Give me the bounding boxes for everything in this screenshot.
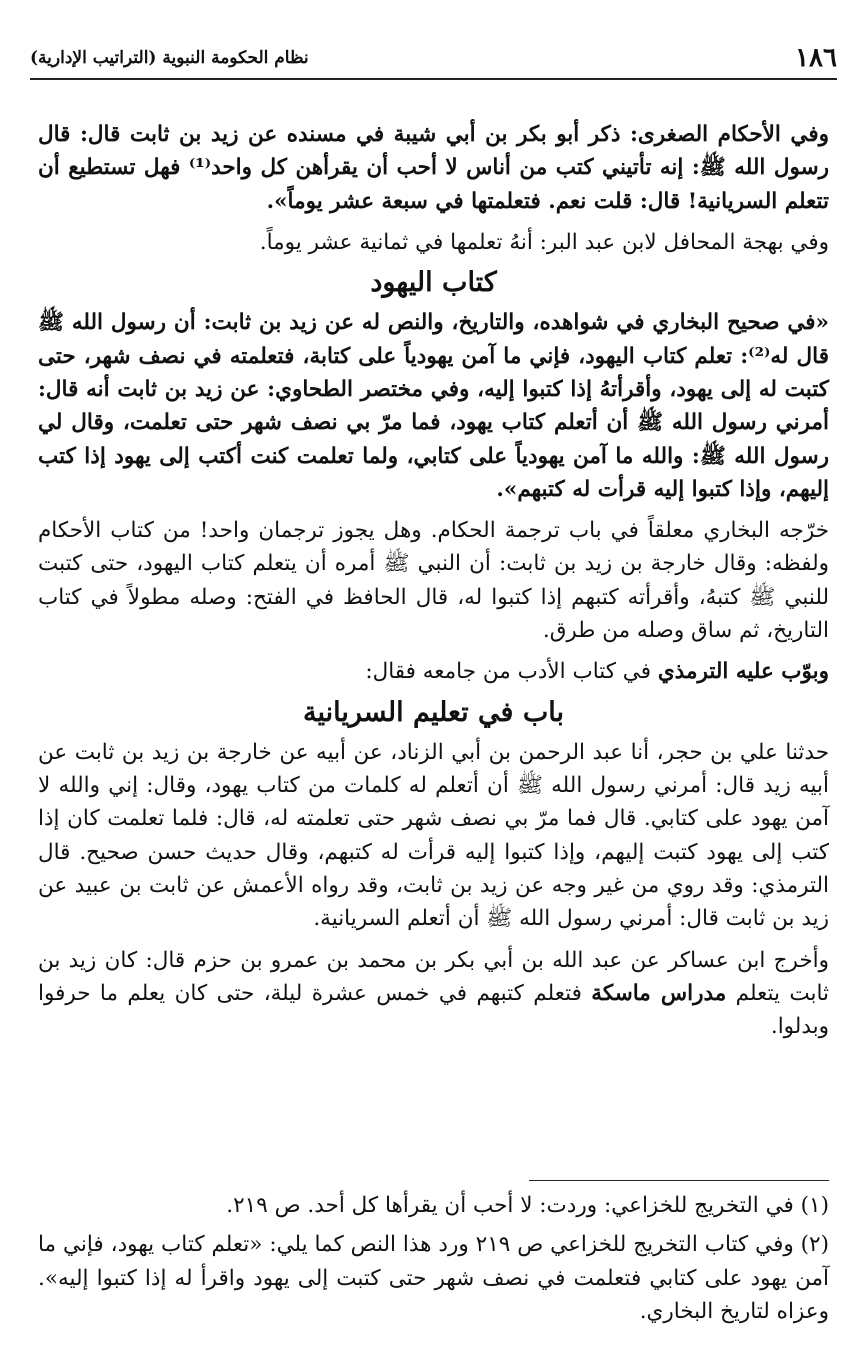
section-heading-jewish-book: كتاب اليهود [370,267,497,299]
running-title: نظام الحكومة النبوية (التراتيب الإدارية) [30,48,309,68]
page-number: ١٨٦ [795,43,837,73]
main-text [38,118,829,1052]
paragraph-ibn-asakir [38,944,829,1044]
ibn-asakir-part-a: وأخرج ابن عساكر عن عبد الله بن أبي بكر بن محمد بن عمرو بن حزم قال: كان زيد بن ثابت يتعلم [38,947,829,1006]
paragraph-bukhari-takhrij: خرّجه البخاري معلقاً في باب ترجمة الحكام. وهل يجوز ترجمان واحد! من كتاب الأحكام ولفظه: وقال خارجة بن زيد بن ثابت: أن النبي ﷺ أمره أن يتعلم كتاب اليهود، حتى كتبت للنبي ﷺ كتبهُ، وأقرأته كتبهم إذا كتبوا له، قال الحافظ في الفتح: وصله مطولاً في كتاب التاريخ، ثم ساق وصله من طرق. [38,518,829,644]
paragraph-tirmidhi-hadith: حدثنا علي بن حجر، أنا عبد الرحمن بن أبي الزناد، عن أبيه عن خارجة بن زيد بن ثابت عن أبيه زيد قال: أمرني رسول الله ﷺ أن أتعلم له كلمات من كتاب يهود، وقال: إني والله لا آمن يهود على كتابي. قال فما مرّ بي نصف شهر حتى تعلمته له، قال: فلما تعلمت كان إذا كتب إلى يهود كتبت إليهم، وإذا كتبوا إليه قرأت له كتبهم، وقال حديث حسن صحيح. قال الترمذي: وقد روي من غير وجه عن زيد بن ثابت، وقد رواه الأعمش عن ثابت بن عبيد عن زيد بن ثابت قال: أمرني رسول الله ﷺ أن أتعلم السريانية. [38,739,829,932]
footnote-1: (١) في التخريج للخزاعي: وردت: لا أحب أن يقرأها كل أحد. ص ٢١٩. [226,1193,829,1218]
ibn-asakir-part-b: فتعلم كتبهم في خمس عشرة ليلة، حتى كان يعلم ما حرفوا وبدلوا. [38,980,829,1040]
paragraph-tirmidhi-intro [38,655,829,688]
section-heading-syriac: باب في تعليم السريانية [303,696,564,728]
ibn-asakir-bold: مدراس ماسكة [591,980,727,1006]
paragraph-bukhari-quote: «في صحيح البخاري في شواهده، والتاريخ، والنص له عن زيد بن ثابت: أن رسول الله ﷺ قال له⁽²⁾: تعلم كتاب اليهود، فإني ما آمن يهودياً على كتابة، فتعلمته في نصف شهر، حتى كتبت له إلى يهود، وأقرأتهُ إذا كتبوا إليه، وفي مختصر الطحاوي: عن زيد بن ثابت أنه قال: أمرني رسول الله ﷺ أن أتعلم كتاب يهود، فما مرّ بي نصف شهر حتى تعلمت، وقال لي رسول الله ﷺ: والله ما آمن يهودياً على كتابي، ولما تعلمت كنت أكتب إلى يهود إذا كتب إليهم، وإذا كتبوا إليه قرأت له كتبهم». [38,310,829,502]
footnotes [38,1180,829,1334]
footnote-divider [529,1180,829,1181]
paragraph-ahkam-sughra: وفي الأحكام الصغرى: ذكر أبو بكر بن أبي شيبة في مسنده عن زيد بن ثابت قال: قال رسول الله ﷺ: إنه تأتيني كتب من أناس لا أحب أن يقرأهن كل واحد⁽¹⁾ فهل تستطيع أن تتعلم السريانية! قال: قلت نعم. فتعلمتها في سبعة عشر يوماً». [38,122,829,214]
tirmidhi-bold: وبوّب عليه الترمذي [657,659,829,685]
paragraph-bahjat-almahafil: وفي بهجة المحافل لابن عبد البر: أنهُ تعلمها في ثمانية عشر يوماً. [259,229,829,255]
page-header [30,38,837,80]
tirmidhi-rest: في كتاب الأدب من جامعه فقال: [365,659,658,685]
footnote-2: (٢) وفي كتاب التخريج للخزاعي ص ٢١٩ ورد هذا النص كما يلي: «تعلم كتاب يهود، فإني ما آمن يهود على كتابي فتعلمت في نصف شهر حتى كتبت إلى يهود واقرأ له إذا كتبوا إليه». وعزاه لتاريخ البخاري. [38,1232,829,1324]
